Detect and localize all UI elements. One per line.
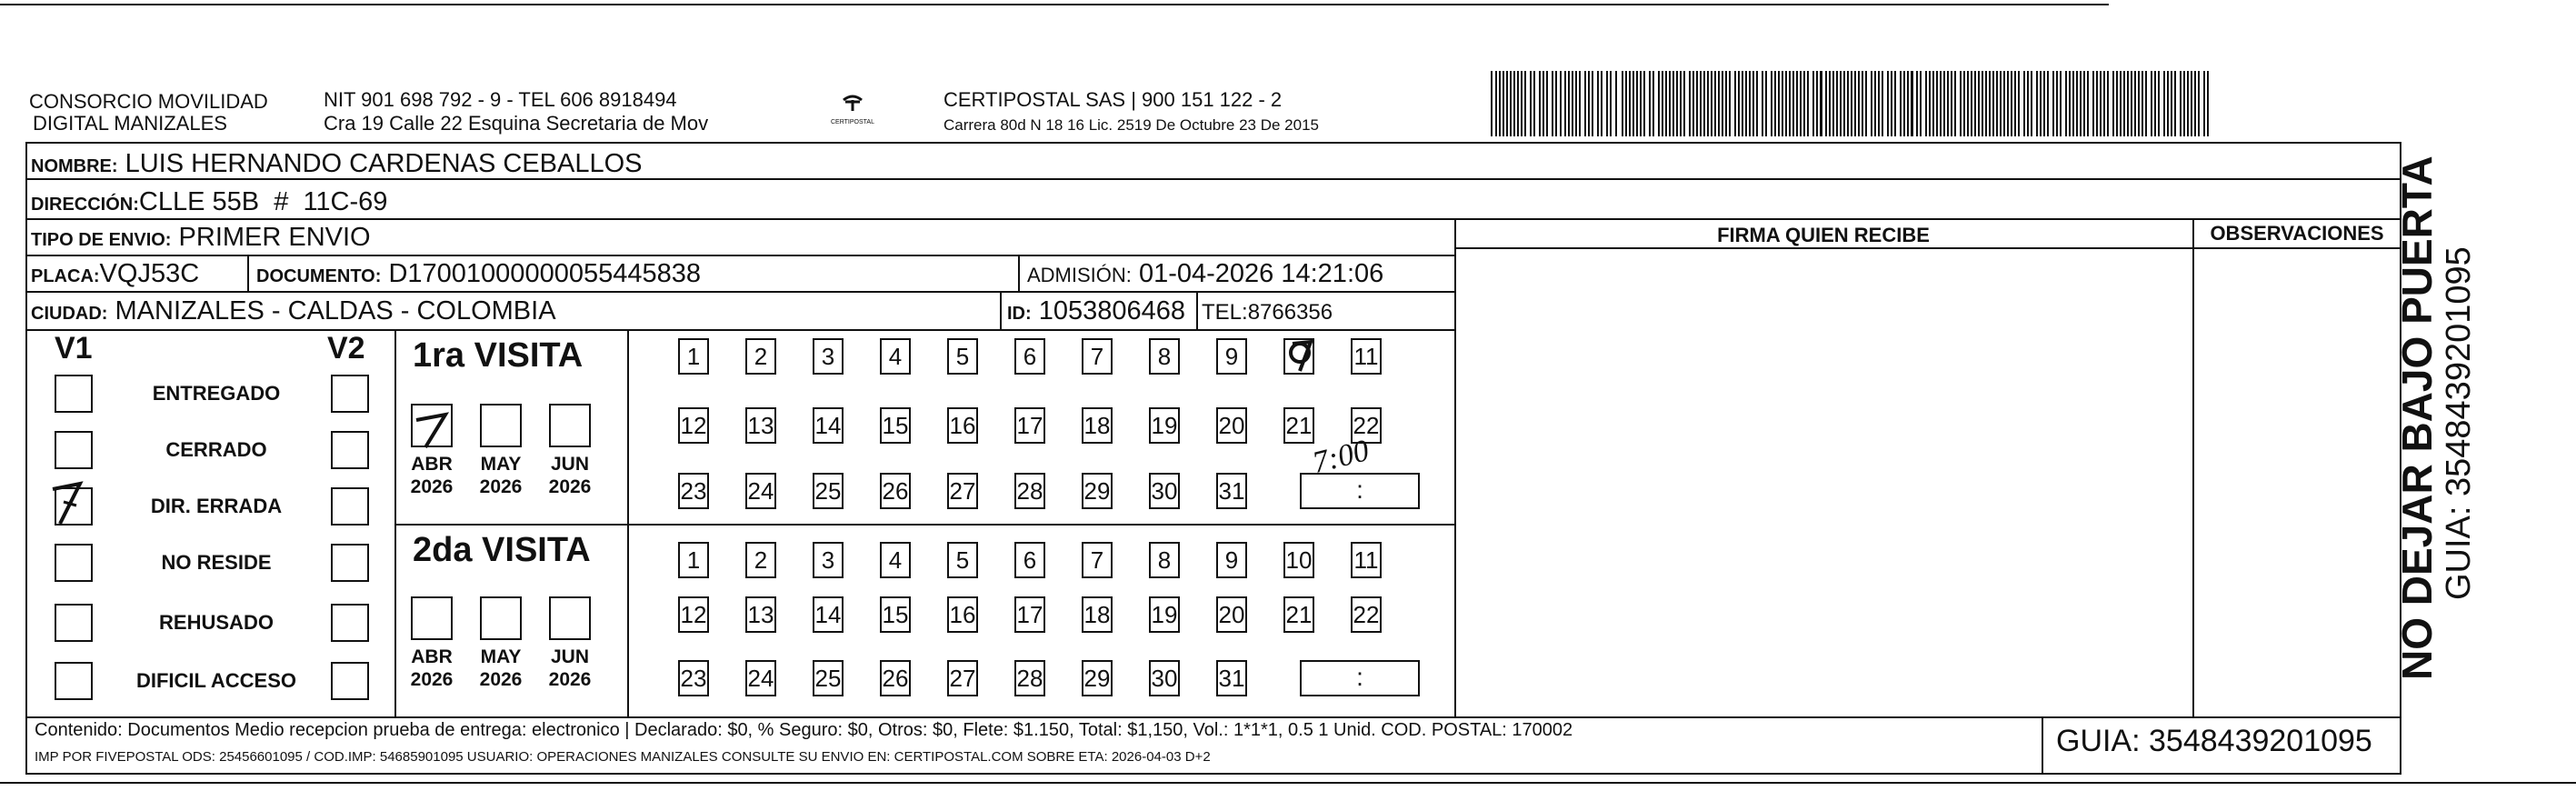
v1-checkbox[interactable] — [55, 375, 93, 413]
second-visit-day[interactable]: 16 — [947, 596, 978, 633]
v1-checkbox[interactable] — [55, 662, 93, 700]
second-visit-day[interactable]: 2 — [745, 542, 776, 578]
second-visit-day[interactable]: 21 — [1283, 596, 1314, 633]
status-label: DIFICIL ACCESO — [135, 669, 296, 692]
v2-label: V2 — [327, 331, 365, 365]
second-visit-day[interactable]: 4 — [880, 542, 911, 578]
documento-field: DOCUMENTO: D17001000000055445838 — [256, 259, 701, 288]
second-visit-day[interactable]: 8 — [1149, 542, 1180, 578]
second-visit-day[interactable]: 19 — [1149, 596, 1180, 633]
month-checkbox[interactable] — [411, 596, 453, 640]
status-label: CERRADO — [165, 438, 267, 461]
certipostal-logo — [827, 89, 878, 125]
tel-value: 8766356 — [1247, 300, 1333, 325]
tipo-envio-field: TIPO DE ENVIO: PRIMER ENVIO — [31, 223, 371, 252]
first-visit-day[interactable]: 29 — [1082, 473, 1113, 509]
second-visit-day[interactable]: 12 — [678, 596, 709, 633]
month-label: MAY 2026 — [479, 646, 523, 690]
second-visit-day[interactable]: 31 — [1216, 660, 1247, 696]
second-visit-day[interactable]: 7 — [1082, 542, 1113, 578]
second-visit-day[interactable]: 23 — [678, 660, 709, 696]
nombre-field: NOMBRE: LUIS HERNANDO CARDENAS CEBALLOS — [31, 149, 643, 178]
admision-value: 01-04-2026 14:21:06 — [1138, 259, 1384, 288]
second-visit-day[interactable]: 26 — [880, 660, 911, 696]
logo-caption: CERTIPOSTAL — [831, 119, 874, 125]
first-visit-day[interactable]: 31 — [1216, 473, 1247, 509]
first-visit-day[interactable]: 30 — [1149, 473, 1180, 509]
footer-guia: GUIA: 3548439201095 — [2056, 724, 2372, 758]
month-label: ABR 2026 — [410, 454, 454, 497]
second-visit-day[interactable]: 20 — [1216, 596, 1247, 633]
handwritten-time: 7:00 — [1309, 434, 1373, 481]
first-visit-day[interactable]: 7 — [1082, 338, 1113, 375]
id-value: 1053806468 — [1038, 296, 1186, 325]
first-visit-day[interactable]: 13 — [745, 407, 776, 444]
first-visit-day[interactable]: 3 — [813, 338, 844, 375]
v2-checkbox[interactable] — [331, 487, 369, 526]
observaciones-header: OBSERVACIONES — [2210, 222, 2384, 245]
first-visit-day[interactable]: 25 — [813, 473, 844, 509]
month-label: JUN 2026 — [548, 646, 592, 690]
company-name-line1: CONSORCIO MOVILIDAD — [29, 90, 268, 113]
first-visit-day[interactable]: 9 — [1216, 338, 1247, 375]
placa-value: VQJ53C — [99, 259, 200, 288]
v1-checkbox[interactable] — [55, 487, 93, 526]
first-visit-day[interactable]: 18 — [1082, 407, 1113, 444]
v2-checkbox[interactable] — [331, 544, 369, 582]
ciudad-value: MANIZALES - CALDAS - COLOMBIA — [115, 296, 556, 325]
first-visit-day[interactable]: 4 — [880, 338, 911, 375]
first-visit-day[interactable]: 24 — [745, 473, 776, 509]
side-guia: GUIA: 3548439201095 — [2440, 246, 2478, 600]
first-visit-day[interactable]: 5 — [947, 338, 978, 375]
courier-line1: CERTIPOSTAL SAS | 900 151 122 - 2 — [944, 88, 1283, 111]
address-line: Cra 19 Calle 22 Esquina Secretaria de Mov — [324, 112, 709, 135]
first-visit-time[interactable]: : — [1300, 473, 1420, 509]
first-visit-day[interactable]: 12 — [678, 407, 709, 444]
first-visit-day[interactable]: 11 — [1351, 338, 1382, 375]
id-field: ID: 1053806468 — [1007, 296, 1186, 325]
second-visit-day[interactable]: 14 — [813, 596, 844, 633]
second-visit-day[interactable]: 9 — [1216, 542, 1247, 578]
first-visit-day[interactable]: 27 — [947, 473, 978, 509]
second-visit-day[interactable]: 15 — [880, 596, 911, 633]
first-visit-day[interactable]: 22 — [1351, 407, 1382, 444]
v2-checkbox[interactable] — [331, 431, 369, 469]
tipo-envio-value: PRIMER ENVIO — [178, 223, 371, 252]
second-visit-day[interactable]: 28 — [1014, 660, 1045, 696]
first-visit-day[interactable]: 20 — [1216, 407, 1247, 444]
status-label: REHUSADO — [159, 611, 274, 634]
first-visit-day[interactable]: 23 — [678, 473, 709, 509]
tel-field: TEL:8766356 — [1202, 300, 1333, 325]
scan-edge-top — [0, 4, 2109, 5]
firma-header: FIRMA QUIEN RECIBE — [1717, 224, 1930, 246]
first-visit-day[interactable]: 28 — [1014, 473, 1045, 509]
nit-line: NIT 901 698 792 - 9 - TEL 606 8918494 — [324, 88, 677, 111]
second-visit-day[interactable]: 27 — [947, 660, 978, 696]
second-visit-time[interactable]: : — [1300, 660, 1420, 696]
scan-edge-bottom — [0, 782, 2576, 784]
direccion-value: CLLE 55B # 11C-69 — [138, 187, 388, 216]
v1-label: V1 — [55, 331, 93, 365]
second-visit-day[interactable]: 3 — [813, 542, 844, 578]
footer-contenido: Contenido: Documentos Medio recepcion prueba de entrega: electronico | Declarado: $0, % Seguro: $0, Otros: $0, Flete: $1.150, Total: $1,150, Vol.: 1*1*1, 0.5 1 Unid. COD. POSTAL: 170002 — [35, 720, 1573, 740]
company-name-line2: DIGITAL MANIZALES — [33, 112, 227, 135]
second-visit-day[interactable]: 30 — [1149, 660, 1180, 696]
first-visit-day[interactable]: 17 — [1014, 407, 1045, 444]
first-visit-day[interactable]: 21 — [1283, 407, 1314, 444]
first-visit-title: 1ra VISITA — [413, 336, 584, 375]
side-warning: NO DEJAR BAJO PUERTA — [2393, 155, 2441, 680]
first-visit-day[interactable]: 8 — [1149, 338, 1180, 375]
footer-imp: IMP POR FIVEPOSTAL ODS: 25456601095 / COD.IMP: 54685901095 USUARIO: OPERACIONES MANIZALES CONSULTE SU ENVIO EN: CERTIPOSTAL.COM SOBRE ETA: 2026-04-03 D+2 — [35, 749, 1211, 765]
month-label: MAY 2026 — [479, 454, 523, 497]
v1-checkbox[interactable] — [55, 431, 93, 469]
v2-checkbox[interactable] — [331, 604, 369, 642]
second-visit-day[interactable]: 22 — [1351, 596, 1382, 633]
status-label: DIR. ERRADA — [150, 495, 283, 517]
second-visit-day[interactable]: 5 — [947, 542, 978, 578]
v2-checkbox[interactable] — [331, 375, 369, 413]
second-visit-day[interactable]: 25 — [813, 660, 844, 696]
month-label: ABR 2026 — [410, 646, 454, 690]
v1-checkbox[interactable] — [55, 604, 93, 642]
second-visit-day[interactable]: 10 — [1283, 542, 1314, 578]
second-visit-day[interactable]: 6 — [1014, 542, 1045, 578]
first-visit-day[interactable]: 19 — [1149, 407, 1180, 444]
first-visit-day[interactable]: 1 — [678, 338, 709, 375]
month-checkbox[interactable] — [549, 596, 591, 640]
first-visit-day[interactable]: 6 — [1014, 338, 1045, 375]
placa-field: PLACA:VQJ53C — [31, 259, 200, 288]
month-checkbox[interactable] — [480, 404, 522, 447]
month-label: JUN 2026 — [548, 454, 592, 497]
month-checkbox[interactable] — [411, 404, 453, 447]
second-visit-title: 2da VISITA — [413, 531, 591, 569]
direccion-field: DIRECCIÓN:CLLE 55B # 11C-69 — [31, 187, 388, 216]
barcode — [1491, 71, 2218, 136]
first-visit-day[interactable]: 16 — [947, 407, 978, 444]
month-checkbox[interactable] — [480, 596, 522, 640]
status-label: NO RESIDE — [161, 551, 272, 574]
first-visit-day[interactable]: 14 — [813, 407, 844, 444]
first-visit-day[interactable]: 2 — [745, 338, 776, 375]
second-visit-day[interactable]: 13 — [745, 596, 776, 633]
admision-field: ADMISIÓN: 01-04-2026 14:21:06 — [1027, 259, 1384, 288]
second-visit-day[interactable]: 29 — [1082, 660, 1113, 696]
v1-checkbox[interactable] — [55, 544, 93, 582]
first-visit-day[interactable]: 26 — [880, 473, 911, 509]
second-visit-day[interactable]: 1 — [678, 542, 709, 578]
second-visit-day[interactable]: 17 — [1014, 596, 1045, 633]
nombre-value: LUIS HERNANDO CARDENAS CEBALLOS — [125, 149, 643, 178]
month-checkbox[interactable] — [549, 404, 591, 447]
v2-checkbox[interactable] — [331, 662, 369, 700]
second-visit-day[interactable]: 24 — [745, 660, 776, 696]
second-visit-day[interactable]: 11 — [1351, 542, 1382, 578]
first-visit-day[interactable] — [1283, 338, 1314, 375]
first-visit-day[interactable]: 15 — [880, 407, 911, 444]
courier-line2: Carrera 80d N 18 16 Lic. 2519 De Octubre 23 De 2015 — [944, 116, 1319, 134]
status-label: ENTREGADO — [152, 382, 281, 405]
second-visit-day[interactable]: 18 — [1082, 596, 1113, 633]
ciudad-field: CIUDAD: MANIZALES - CALDAS - COLOMBIA — [31, 296, 556, 325]
documento-value: D17001000000055445838 — [388, 259, 701, 288]
